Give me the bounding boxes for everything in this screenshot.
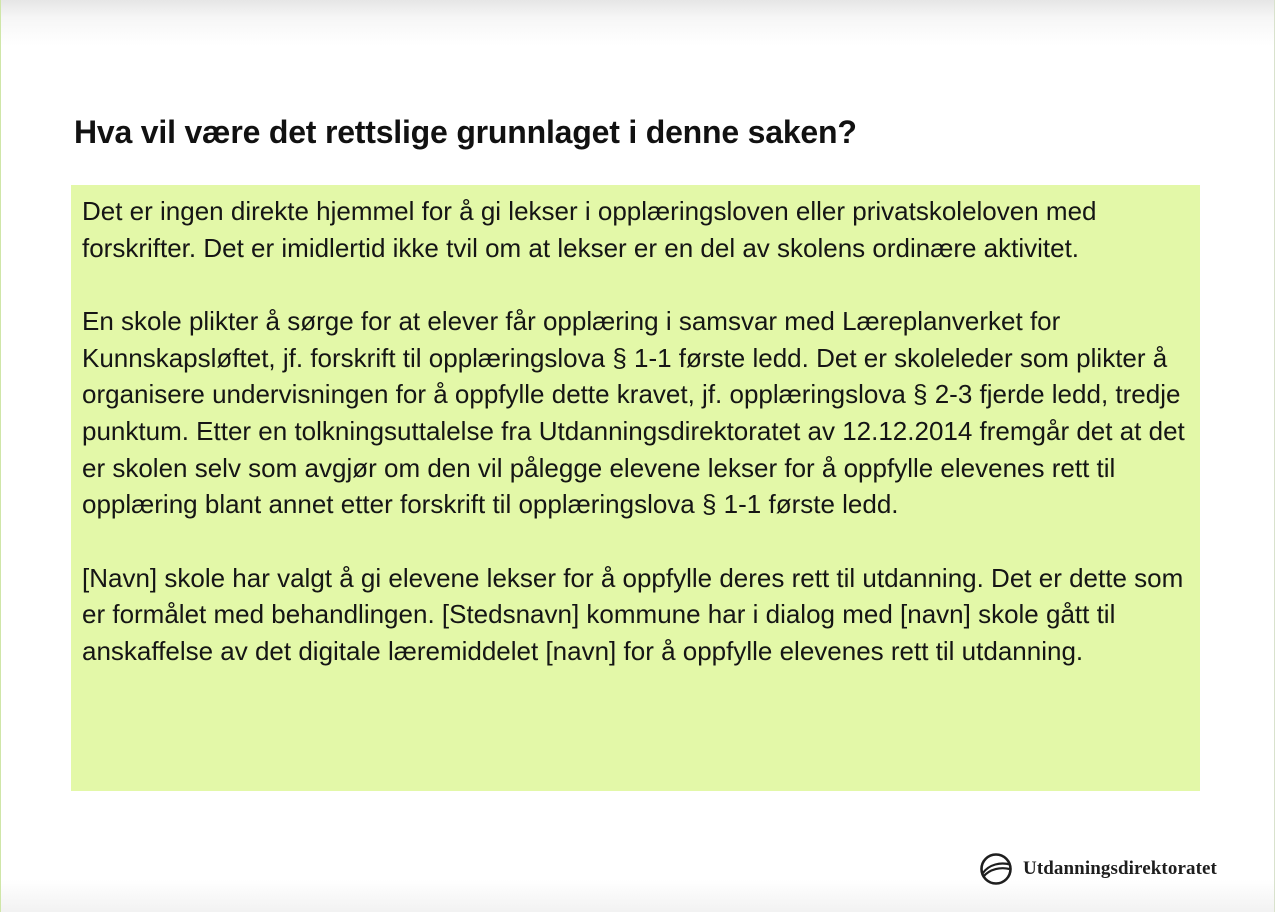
paragraph-purpose: [Navn] skole har valgt å gi elevene lekser for å oppfylle deres rett til utdanning. Det er dette som er formålet med behandlingen. [Stedsnavn] kommune har i dialog med [navn] skole gått til anskaffelse av det digitale læremiddelet [navn] for å oppfylle elevenes rett til utdanning. <box>82 562 1184 666</box>
logo-text: Utdanningsdirektoratet <box>1023 858 1217 879</box>
udir-logo-icon <box>979 852 1013 886</box>
content-box <box>71 185 1200 791</box>
footer-logo <box>979 851 1217 887</box>
paragraph-legal-basis: Det er ingen direkte hjemmel for å gi lekser i opplæringsloven eller privatskoleloven med forskrifter. Det er imidlertid ikke tvil om at lekser er en del av skolens ordinære aktivitet. <box>82 196 1097 263</box>
slide-title: Hva vil være det rettslige grunnlaget i denne saken? <box>74 114 857 150</box>
paragraph-school-obligation: En skole plikter å sørge for at elever får opplæring i samsvar med Læreplanverket for Kunnskapsløftet, jf. forskrift til opplæringslova § 1-1 første ledd. Det er skoleleder som plikter å organisere undervisningen for å oppfylle dette kravet, jf. opplæringslova § 2-3 fjerde ledd, tredje punktum. Etter en tolkningsuttalelse fra Utdanningsdirektoratet av 12.12.2014 fremgår det at det er skolen selv som avgjør om den vil pålegge elevene lekser for å oppfylle elevenes rett til opplæring blant annet etter forskrift til opplæringslova § 1-1 første ledd. <box>82 306 1185 520</box>
